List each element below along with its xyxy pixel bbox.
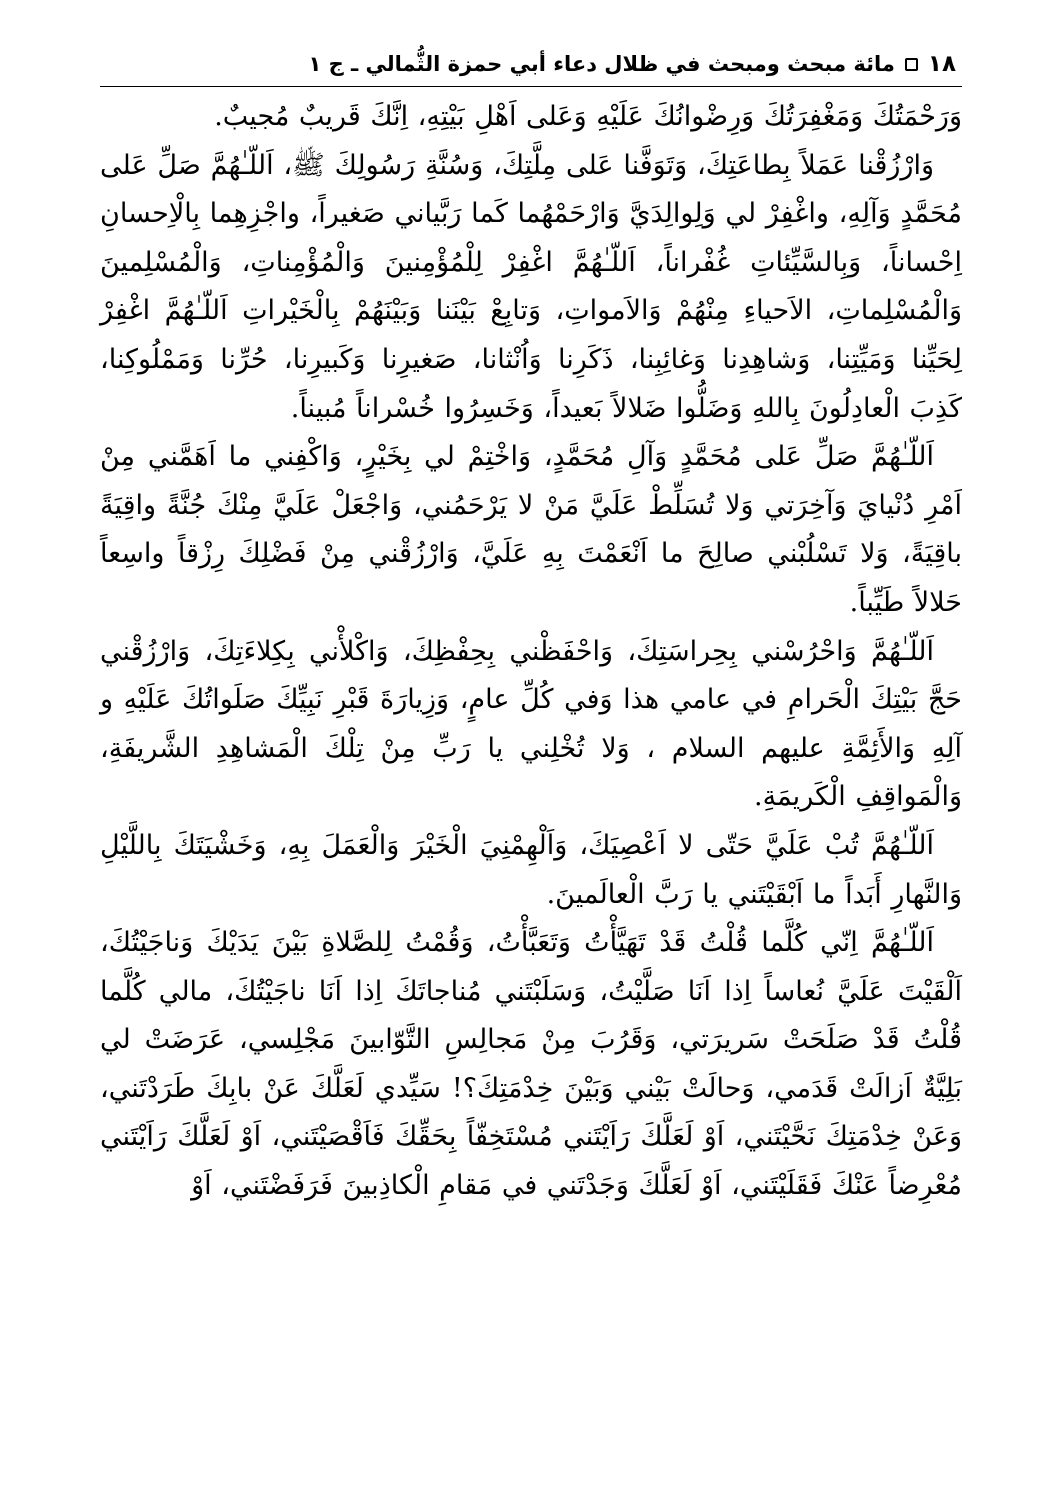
document-page xyxy=(100,42,962,1211)
paragraph: وَرَحْمَتُكَ وَمَغْفِرَتُكَ وَرِضْوانُكَ عَلَيْهِ وَعَلى اَهْلِ بَيْتِهِ، اِنَّكَ قَريبٌ مُجيبٌ. xyxy=(214,101,962,132)
paragraph: اَللّـٰهُمَّ تُبْ عَلَيَّ حَتّى لا اَعْصِيَكَ، وَاَلْهِمْنِيَ الْخَيْرَ وَالْعَمَلَ بِهِ، وَخَشْيَتَكَ بِاللَّيْلِ وَالنَّهارِ أَبَداً ما اَبْقَيْتَني يا رَبَّ الْعالَمينَ. xyxy=(100,829,962,910)
paragraph: وَارْزُقْنا عَمَلاً بِطاعَتِكَ، وَتَوَفَّنا عَلى مِلَّتِكَ، وَسُنَّةِ رَسُولِكَ ﷺ، اَللّـٰهُمَّ صَلِّ عَلى مُحَمَّدٍ وَآلِهِ، واغْفِرْ لي وَلِوالِدَيَّ وَارْحَمْهُما كَما رَبَّياني صَغيراً، واجْزِهِما بِالْاِحسانِ اِحْساناً، وَبِالسَّيِّئاتِ غُفْراناً، اَللّـٰهُمَّ اغْفِرْ لِلْمُؤْمِنينَ وَالْمُؤْمِناتِ، وَالْمُسْلِمينَ وَالْمُسْلِماتِ، الاَحياءِ مِنْهُمْ وَالاَمواتِ، وَتابِعْ بَيْنَنا وَبَيْنَهُمْ بِالْخَيْراتِ اَللّـٰهُمَّ اغْفِرْ لِحَيِّنا وَمَيِّتِنا، وَشاهِدِنا وَغائِبِنا، ذَكَرِنا وَاُنْثانا، صَغيرِنا وَكَبيرِنا، حُرِّنا وَمَمْلُوكِنا، كَذِبَ الْعادِلُونَ بِاللهِ وَضَلُّوا ضَلالاً بَعيداً، وَخَسِرُوا خُسْراناً مُبيناً. xyxy=(100,149,962,424)
paragraph: اَللّـٰهُمَّ اِنّي كُلَّما قُلْتُ قَدْ تَهَيَّأْتُ وَتَعَبَّأْتُ، وَقُمْتُ لِلصَّلاةِ بَيْنَ يَدَيْكَ وَناجَيْتُكَ، اَلْقَيْتَ عَلَيَّ نُعاساً اِذا اَنَا صَلَّيْتُ، وَسَلَبْتَني مُناجاتَكَ اِذا اَنَا ناجَيْتُكَ، مالي كُلَّما قُلْتُ قَدْ صَلَحَتْ سَريرَتي، وَقَرُبَ مِنْ مَجالِسِ التَّوّابينَ مَجْلِسي، عَرَضَتْ لي بَلِيَّةٌ اَزالَتْ قَدَمي، وَحالَتْ بَيْني وَبَيْنَ خِدْمَتِكَ؟! سَيِّدي لَعَلَّكَ عَنْ بابِكَ طَرَدْتَني، وَعَنْ خِدْمَتِكَ نَحَّيْتَني، اَوْ لَعَلَّكَ رَاَيْتَني مُسْتَخِفّاً بِحَقِّكَ فَاَقْصَيْتَني، اَوْ لَعَلَّكَ رَاَيْتَني مُعْرِضاً عَنْكَ فَقَلَيْتَني، اَوْ لَعَلَّكَ وَجَدْتَني في مَقامِ الْكاذِبينَ فَرَفَضْتَني، اَوْ xyxy=(100,927,962,1202)
paragraph: اَللّـٰهُمَّ وَاحْرُسْني بِحِراسَتِكَ، وَاحْفَظْني بِحِفْظِكَ، وَاكْلأْني بِكِلاءَتِكَ، وَارْزُقْني حَجَّ بَيْتِكَ الْحَرامِ في عامي هذا وَفي كُلِّ عامٍ، وَزِيارَةَ قَبْرِ نَبِيِّكَ صَلَواتُكَ عَلَيْهِ و آلِهِ وَالأَئِمَّةِ عليهم السلام ، وَلا تُخْلِني يا رَبِّ مِنْ تِلْكَ الْمَشاهِدِ الشَّريفَةِ، وَالْمَواقِفِ الْكَريمَةِ. xyxy=(100,635,962,813)
square-outline-icon xyxy=(905,58,918,71)
page-number: ١٨ xyxy=(927,50,956,77)
book-title: مائة مبحث ومبحث في ظلال دعاء أبي حمزة الثُّمالي ـ ج ١ xyxy=(308,51,895,76)
running-header xyxy=(100,42,962,87)
body-text xyxy=(100,93,962,1211)
paragraph: اَللّـٰهُمَّ صَلِّ عَلى مُحَمَّدٍ وَآلِ مُحَمَّدٍ، وَاخْتِمْ لي بِخَيْرٍ، وَاكْفِني ما اَهَمَّني مِنْ اَمْرِ دُنْيايَ وَآخِرَتي وَلا تُسَلِّطْ عَلَيَّ مَنْ لا يَرْحَمُني، وَاجْعَلْ عَلَيَّ مِنْكَ جُنَّةً واقِيَةً باقِيَةً، وَلا تَسْلُبْني صالِحَ ما اَنْعَمْتَ بِهِ عَلَيَّ، وَارْزُقْني مِنْ فَضْلِكَ رِزْقاً واسِعاً حَلالاً طَيِّباً. xyxy=(100,441,962,618)
